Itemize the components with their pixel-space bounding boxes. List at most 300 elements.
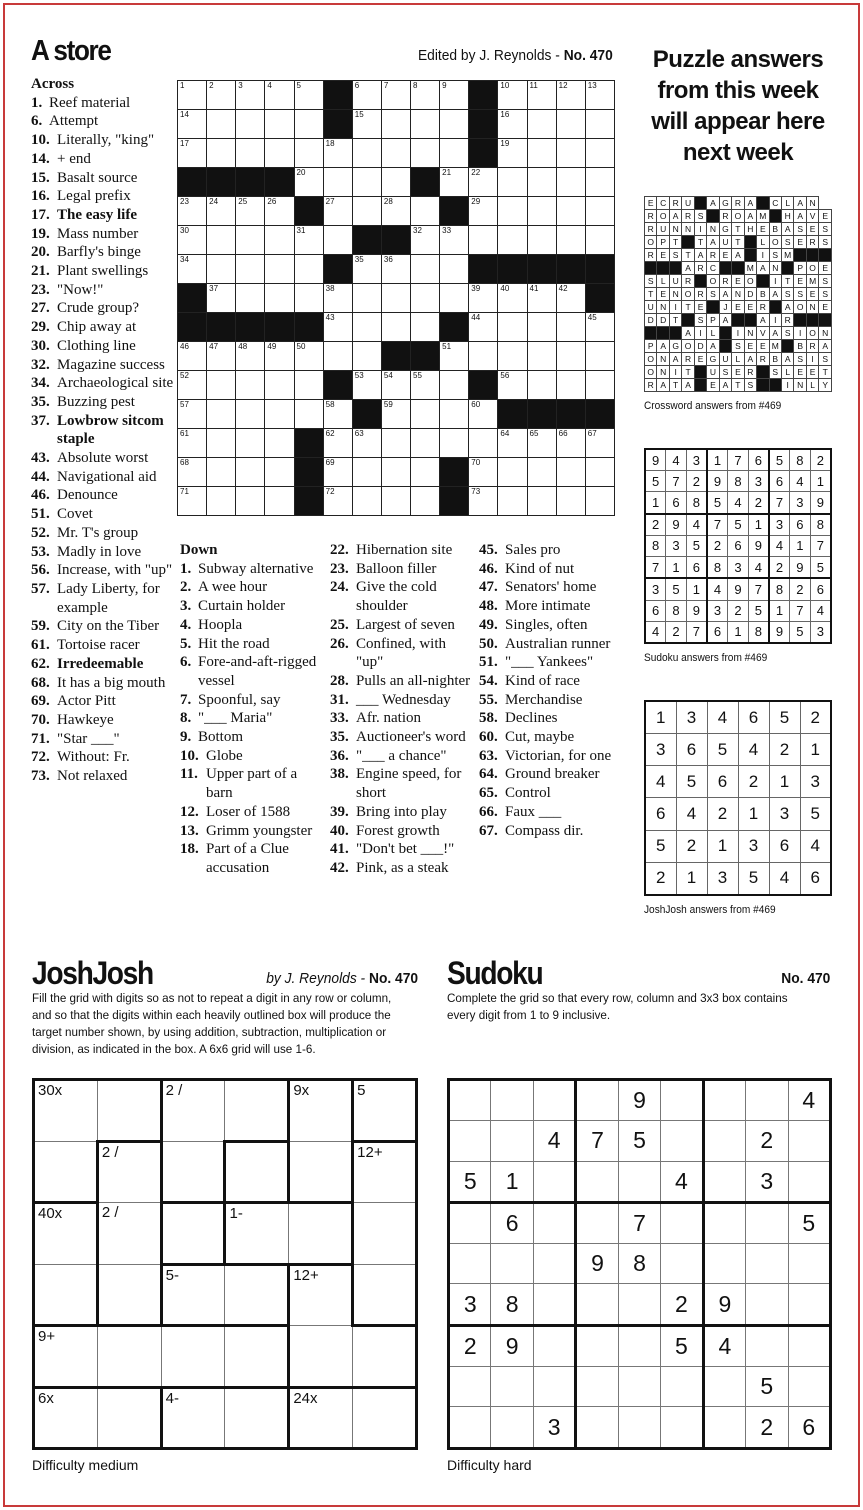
crossword-cell[interactable] (498, 458, 527, 487)
crossword-cell[interactable] (440, 400, 469, 429)
sudoku-empty-cell[interactable] (576, 1284, 618, 1325)
sudoku-empty-cell[interactable] (533, 1202, 575, 1243)
crossword-cell[interactable] (498, 110, 527, 139)
crossword-cell[interactable] (207, 487, 236, 516)
crossword-cell[interactable] (556, 371, 585, 400)
joshjosh-cell[interactable] (225, 1264, 289, 1326)
sudoku-empty-cell[interactable] (533, 1244, 575, 1284)
crossword-cell[interactable] (294, 255, 323, 284)
sudoku-empty-cell[interactable] (746, 1202, 788, 1243)
crossword-cell[interactable] (265, 429, 294, 458)
crossword-cell[interactable] (265, 197, 294, 226)
crossword-cell[interactable] (236, 429, 265, 458)
answer-block (819, 249, 832, 262)
crossword-cell[interactable] (381, 255, 410, 284)
crossword-cell[interactable] (411, 139, 440, 168)
crossword-cell[interactable] (527, 168, 556, 197)
crossword-cell[interactable] (207, 284, 236, 313)
crossword-cell[interactable] (585, 110, 614, 139)
sudoku-empty-cell[interactable] (533, 1284, 575, 1325)
joshjosh-cell[interactable] (34, 1326, 98, 1388)
crossword-cell[interactable] (352, 81, 381, 110)
crossword-cell[interactable] (585, 197, 614, 226)
clue-item (31, 187, 174, 206)
crossword-cell[interactable] (236, 487, 265, 516)
sudoku-empty-cell[interactable] (661, 1121, 703, 1161)
crossword-cell[interactable] (498, 429, 527, 458)
crossword-cell[interactable] (381, 197, 410, 226)
sudoku-empty-cell[interactable] (491, 1407, 533, 1449)
sudoku-empty-cell[interactable] (661, 1080, 703, 1121)
joshjosh-cell[interactable] (353, 1080, 417, 1142)
crossword-cell[interactable] (323, 458, 352, 487)
joshjosh-cell[interactable] (353, 1387, 417, 1449)
crossword-cell[interactable] (381, 400, 410, 429)
crossword-cell[interactable] (178, 458, 207, 487)
crossword-cell[interactable] (294, 226, 323, 255)
crossword-cell[interactable] (527, 139, 556, 168)
crossword-cell[interactable] (527, 81, 556, 110)
crossword-cell[interactable] (323, 197, 352, 226)
answer-cell: 9 (748, 535, 769, 556)
crossword-cell[interactable] (207, 139, 236, 168)
sudoku-empty-cell[interactable] (576, 1407, 618, 1449)
joshjosh-cell[interactable] (161, 1326, 225, 1388)
sudoku-empty-cell[interactable] (661, 1367, 703, 1407)
joshjosh-cell[interactable] (97, 1141, 161, 1203)
crossword-cell[interactable] (585, 458, 614, 487)
crossword-cell[interactable] (323, 342, 352, 371)
sudoku-empty-cell[interactable] (788, 1367, 831, 1407)
crossword-cell[interactable] (469, 429, 498, 458)
crossword-cell[interactable] (352, 487, 381, 516)
joshjosh-cell[interactable] (353, 1141, 417, 1203)
crossword-cell[interactable] (294, 400, 323, 429)
crossword-cell[interactable] (440, 226, 469, 255)
crossword-cell[interactable] (323, 429, 352, 458)
crossword-cell[interactable] (352, 371, 381, 400)
crossword-cell[interactable] (294, 342, 323, 371)
sudoku-given-cell: 4 (661, 1161, 703, 1202)
crossword-cell[interactable] (265, 284, 294, 313)
crossword-cell[interactable] (440, 168, 469, 197)
crossword-cell[interactable] (236, 81, 265, 110)
crossword-cell[interactable] (411, 371, 440, 400)
crossword-cell[interactable] (585, 429, 614, 458)
joshjosh-cell[interactable] (225, 1326, 289, 1388)
sudoku-empty-cell[interactable] (703, 1407, 745, 1449)
crossword-cell[interactable] (440, 110, 469, 139)
joshjosh-cell[interactable] (34, 1264, 98, 1326)
joshjosh-cell[interactable] (289, 1080, 353, 1142)
crossword-cell[interactable] (381, 487, 410, 516)
sudoku-empty-cell[interactable] (746, 1244, 788, 1284)
crossword-cell[interactable] (585, 371, 614, 400)
crossword-cell[interactable] (207, 110, 236, 139)
joshjosh-cell[interactable] (97, 1326, 161, 1388)
answer-cell: N (707, 223, 719, 236)
sudoku-empty-cell[interactable] (746, 1284, 788, 1325)
joshjosh-cell[interactable] (97, 1203, 161, 1265)
crossword-cell[interactable] (440, 81, 469, 110)
crossword-cell[interactable] (411, 400, 440, 429)
crossword-cell[interactable] (236, 139, 265, 168)
crossword-cell[interactable] (294, 139, 323, 168)
crossword-cell[interactable] (265, 371, 294, 400)
sudoku-empty-cell[interactable] (788, 1284, 831, 1325)
crossword-cell[interactable] (178, 487, 207, 516)
crossword-cell[interactable] (265, 139, 294, 168)
sudoku-empty-cell[interactable] (788, 1244, 831, 1284)
crossword-cell[interactable] (556, 168, 585, 197)
crossword-cell[interactable] (207, 342, 236, 371)
clue-text: Clothing line (57, 337, 136, 354)
crossword-cell[interactable] (207, 458, 236, 487)
crossword-cell[interactable] (178, 400, 207, 429)
crossword-cell[interactable] (440, 429, 469, 458)
crossword-cell[interactable] (498, 342, 527, 371)
crossword-cell[interactable] (585, 139, 614, 168)
crossword-cell[interactable] (207, 197, 236, 226)
joshjosh-cell[interactable] (34, 1080, 98, 1142)
joshjosh-cell[interactable] (225, 1387, 289, 1449)
answer-cell: 6 (666, 492, 687, 514)
joshjosh-cell[interactable] (97, 1264, 161, 1326)
crossword-cell[interactable] (265, 81, 294, 110)
crossword-cell[interactable] (323, 284, 352, 313)
crossword-cell[interactable] (556, 313, 585, 342)
joshjosh-cell[interactable] (34, 1387, 98, 1449)
joshjosh-cell[interactable] (161, 1141, 225, 1203)
crossword-cell[interactable] (585, 313, 614, 342)
sudoku-empty-cell[interactable] (576, 1080, 618, 1121)
crossword-cell[interactable] (498, 487, 527, 516)
joshjosh-cell[interactable] (225, 1080, 289, 1142)
crossword-cell[interactable] (265, 487, 294, 516)
crossword-cell[interactable] (294, 110, 323, 139)
crossword-cell[interactable] (381, 168, 410, 197)
crossword-cell[interactable] (556, 342, 585, 371)
crossword-cell[interactable] (440, 139, 469, 168)
crossword-cell[interactable] (178, 255, 207, 284)
crossword-cell[interactable] (469, 284, 498, 313)
sudoku-empty-cell[interactable] (703, 1161, 745, 1202)
crossword-cell[interactable] (469, 458, 498, 487)
crossword-cell[interactable] (556, 139, 585, 168)
crossword-cell[interactable] (294, 284, 323, 313)
crossword-cell[interactable] (556, 197, 585, 226)
crossword-cell[interactable] (178, 371, 207, 400)
sudoku-empty-cell[interactable] (618, 1325, 660, 1366)
joshjosh-cell[interactable] (289, 1203, 353, 1265)
sudoku-empty-cell[interactable] (449, 1407, 491, 1449)
crossword-cell[interactable] (352, 168, 381, 197)
sudoku-empty-cell[interactable] (576, 1202, 618, 1243)
crossword-cell[interactable] (265, 226, 294, 255)
sudoku-empty-cell[interactable] (449, 1367, 491, 1407)
crossword-cell[interactable] (527, 284, 556, 313)
crossword-cell[interactable] (178, 197, 207, 226)
answer-cell: P (657, 236, 669, 249)
answer-cell: R (806, 340, 818, 353)
sudoku-empty-cell[interactable] (661, 1407, 703, 1449)
crossword-cell[interactable] (381, 284, 410, 313)
crossword-cell[interactable] (411, 81, 440, 110)
clue-number: 70. (31, 711, 50, 728)
crossword-cell[interactable] (236, 400, 265, 429)
sudoku-empty-cell[interactable] (576, 1325, 618, 1366)
crossword-cell[interactable] (411, 110, 440, 139)
crossword-cell[interactable] (381, 313, 410, 342)
answer-cell: 3 (769, 798, 800, 830)
sudoku-empty-cell[interactable] (703, 1121, 745, 1161)
joshjosh-cell[interactable] (289, 1141, 353, 1203)
crossword-cell[interactable] (381, 458, 410, 487)
cage-target: 5 (357, 1082, 366, 1099)
clue-item (180, 560, 326, 579)
crossword-cell[interactable] (527, 429, 556, 458)
crossword-cell[interactable] (178, 81, 207, 110)
crossword-cell[interactable] (498, 197, 527, 226)
answer-cell: S (819, 236, 832, 249)
crossword-cell[interactable] (207, 81, 236, 110)
crossword-cell[interactable] (323, 487, 352, 516)
crossword-cell[interactable] (352, 342, 381, 371)
joshjosh-cell[interactable] (289, 1387, 353, 1449)
sudoku-empty-cell[interactable] (576, 1367, 618, 1407)
crossword-cell[interactable] (323, 400, 352, 429)
crossword-cell[interactable] (469, 342, 498, 371)
crossword-cell[interactable] (556, 284, 585, 313)
crossword-cell[interactable] (498, 168, 527, 197)
sudoku-empty-cell[interactable] (618, 1407, 660, 1449)
crossword-cell[interactable] (352, 139, 381, 168)
crossword-cell[interactable] (411, 487, 440, 516)
crossword-cell[interactable] (178, 139, 207, 168)
crossword-cell[interactable] (469, 400, 498, 429)
crossword-cell[interactable] (527, 487, 556, 516)
sudoku-empty-cell[interactable] (491, 1244, 533, 1284)
crossword-cell[interactable] (440, 284, 469, 313)
crossword-cell[interactable] (498, 139, 527, 168)
sudoku-empty-cell[interactable] (491, 1121, 533, 1161)
crossword-cell[interactable] (498, 371, 527, 400)
crossword-cell[interactable] (498, 226, 527, 255)
clue-text: Actor Pitt (57, 693, 116, 710)
sudoku-empty-cell[interactable] (788, 1121, 831, 1161)
crossword-cell[interactable] (498, 284, 527, 313)
crossword-cell[interactable] (236, 197, 265, 226)
sudoku-empty-cell[interactable] (618, 1284, 660, 1325)
joshjosh-cell[interactable] (161, 1264, 225, 1326)
crossword-cell[interactable] (440, 255, 469, 284)
sudoku-given-cell: 9 (491, 1325, 533, 1366)
sudoku-empty-cell[interactable] (746, 1080, 788, 1121)
crossword-cell[interactable] (323, 168, 352, 197)
sudoku-empty-cell[interactable] (491, 1367, 533, 1407)
cell-number: 7 (383, 81, 389, 90)
joshjosh-cell[interactable] (353, 1203, 417, 1265)
sudoku-empty-cell[interactable] (533, 1325, 575, 1366)
crossword-cell[interactable] (294, 168, 323, 197)
crossword-cell[interactable] (265, 110, 294, 139)
crossword-cell[interactable] (411, 226, 440, 255)
answer-cell: 5 (645, 471, 666, 492)
crossword-cell[interactable] (440, 371, 469, 400)
crossword-cell[interactable] (469, 487, 498, 516)
sudoku-empty-cell[interactable] (533, 1367, 575, 1407)
crossword-cell[interactable] (207, 371, 236, 400)
crossword-cell[interactable] (265, 342, 294, 371)
crossword-cell[interactable] (556, 429, 585, 458)
crossword-cell[interactable] (236, 458, 265, 487)
crossword-cell[interactable] (236, 110, 265, 139)
crossword-cell[interactable] (236, 284, 265, 313)
crossword-cell[interactable] (527, 342, 556, 371)
crossword-cell[interactable] (556, 110, 585, 139)
crossword-cell[interactable] (381, 429, 410, 458)
sudoku-empty-cell[interactable] (746, 1325, 788, 1366)
crossword-cell[interactable] (381, 81, 410, 110)
crossword-cell[interactable] (236, 371, 265, 400)
crossword-cell[interactable] (585, 81, 614, 110)
crossword-cell[interactable] (178, 429, 207, 458)
crossword-cell[interactable] (294, 81, 323, 110)
sudoku-empty-cell[interactable] (533, 1080, 575, 1121)
joshjosh-cell[interactable] (289, 1326, 353, 1388)
crossword-cell[interactable] (585, 168, 614, 197)
sudoku-empty-cell[interactable] (703, 1080, 745, 1121)
sudoku-empty-cell[interactable] (703, 1244, 745, 1284)
crossword-cell[interactable] (411, 255, 440, 284)
crossword-cell[interactable] (207, 255, 236, 284)
crossword-cell[interactable] (469, 226, 498, 255)
crossword-cell[interactable] (207, 429, 236, 458)
crossword-cell[interactable] (585, 487, 614, 516)
crossword-cell[interactable] (411, 458, 440, 487)
sudoku-empty-cell[interactable] (661, 1202, 703, 1243)
crossword-cell[interactable] (585, 226, 614, 255)
crossword-cell[interactable] (381, 110, 410, 139)
crossword-cell[interactable] (207, 400, 236, 429)
crossword-cell[interactable] (527, 197, 556, 226)
joshjosh-cell[interactable] (161, 1203, 225, 1265)
crossword-cell[interactable] (352, 197, 381, 226)
crossword-cell[interactable] (352, 313, 381, 342)
crossword-cell[interactable] (411, 197, 440, 226)
crossword-cell[interactable] (381, 139, 410, 168)
crossword-cell[interactable] (265, 400, 294, 429)
answer-cell: Y (819, 379, 832, 392)
crossword-cell[interactable] (440, 342, 469, 371)
joshjosh-cell[interactable] (289, 1264, 353, 1326)
joshjosh-cell[interactable] (97, 1080, 161, 1142)
crossword-cell[interactable] (411, 313, 440, 342)
joshjosh-cell[interactable] (34, 1203, 98, 1265)
crossword-cell[interactable] (265, 255, 294, 284)
crossword-cell[interactable] (323, 313, 352, 342)
crossword-cell[interactable] (381, 371, 410, 400)
crossword-cell[interactable] (469, 168, 498, 197)
sudoku-empty-cell[interactable] (703, 1367, 745, 1407)
sudoku-empty-cell[interactable] (788, 1325, 831, 1366)
sudoku-empty-cell[interactable] (618, 1367, 660, 1407)
joshjosh-cell[interactable] (353, 1264, 417, 1326)
sudoku-row (449, 1244, 831, 1284)
sudoku-empty-cell[interactable] (533, 1161, 575, 1202)
joshjosh-cell[interactable] (225, 1141, 289, 1203)
crossword-cell[interactable] (556, 458, 585, 487)
crossword-cell[interactable] (236, 255, 265, 284)
sudoku-empty-cell[interactable] (576, 1161, 618, 1202)
joshjosh-cell[interactable] (97, 1387, 161, 1449)
sudoku-empty-cell[interactable] (449, 1202, 491, 1243)
crossword-cell[interactable] (323, 139, 352, 168)
sudoku-empty-cell[interactable] (618, 1161, 660, 1202)
answer-cell: N (669, 288, 681, 301)
sudoku-empty-cell[interactable] (449, 1244, 491, 1284)
crossword-cell[interactable] (527, 458, 556, 487)
crossword-cell[interactable] (527, 226, 556, 255)
crossword-cell[interactable] (527, 313, 556, 342)
joshjosh-cell[interactable] (161, 1387, 225, 1449)
joshjosh-cell[interactable] (353, 1326, 417, 1388)
crossword-cell[interactable] (411, 429, 440, 458)
sudoku-empty-cell[interactable] (491, 1080, 533, 1121)
crossword-cell[interactable] (352, 110, 381, 139)
crossword-cell[interactable] (411, 284, 440, 313)
crossword-cell[interactable] (469, 313, 498, 342)
crossword-cell[interactable] (178, 342, 207, 371)
joshjosh-cell[interactable] (34, 1141, 98, 1203)
crossword-cell[interactable] (236, 342, 265, 371)
joshjosh-cell[interactable] (225, 1203, 289, 1265)
crossword-cell[interactable] (207, 226, 236, 255)
answer-block (732, 314, 744, 327)
crossword-cell[interactable] (527, 110, 556, 139)
joshjosh-cell[interactable] (161, 1080, 225, 1142)
crossword-cell[interactable] (352, 284, 381, 313)
crossword-cell[interactable] (469, 197, 498, 226)
clue-item (31, 674, 174, 693)
crossword-cell[interactable] (178, 110, 207, 139)
crossword-cell[interactable] (556, 226, 585, 255)
crossword-cell[interactable] (352, 458, 381, 487)
crossword-cell[interactable] (498, 313, 527, 342)
crossword-cell[interactable] (527, 371, 556, 400)
crossword-cell[interactable] (556, 81, 585, 110)
sudoku-empty-cell[interactable] (788, 1161, 831, 1202)
clue-number: 50. (479, 635, 498, 652)
sudoku-empty-cell[interactable] (703, 1202, 745, 1243)
crossword-cell[interactable] (352, 429, 381, 458)
crossword-cell[interactable] (294, 371, 323, 400)
crossword-cell[interactable] (236, 226, 265, 255)
crossword-cell[interactable] (352, 255, 381, 284)
prev-crossword-grid (644, 196, 832, 392)
crossword-cell[interactable] (556, 487, 585, 516)
crossword-cell[interactable] (498, 81, 527, 110)
crossword-cell[interactable] (265, 458, 294, 487)
crossword-cell[interactable] (178, 226, 207, 255)
sudoku-empty-cell[interactable] (661, 1244, 703, 1284)
sudoku-empty-cell[interactable] (449, 1121, 491, 1161)
crossword-cell[interactable] (585, 342, 614, 371)
crossword-cell[interactable] (323, 226, 352, 255)
clue-item (330, 616, 476, 635)
sudoku-empty-cell[interactable] (449, 1080, 491, 1121)
answer-cell: R (645, 249, 657, 262)
